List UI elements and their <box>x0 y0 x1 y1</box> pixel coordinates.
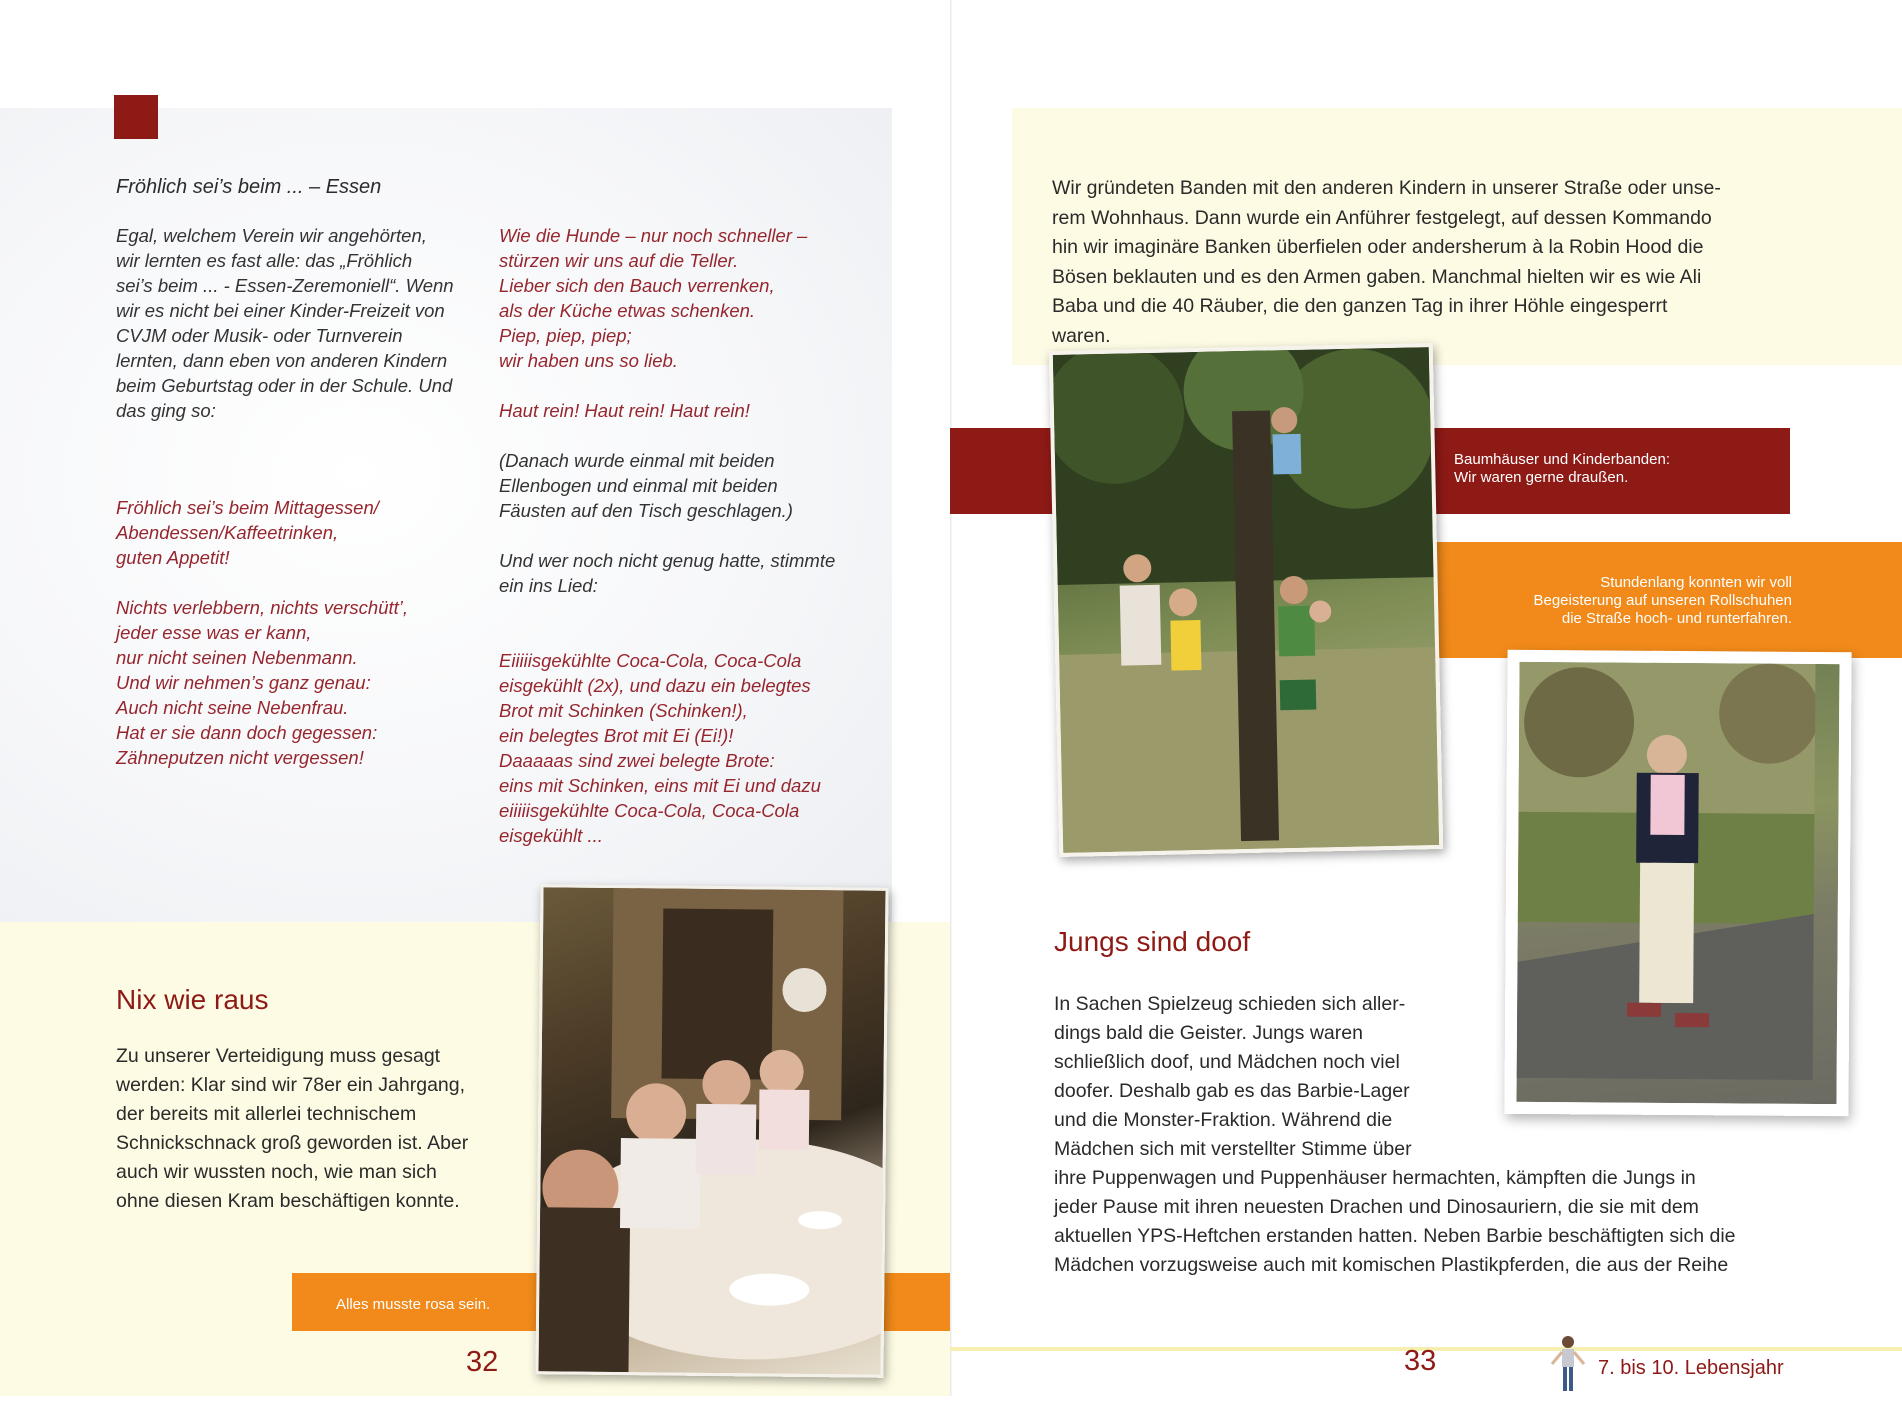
text-line: wir es nicht bei einer Kinder-Freizeit von <box>116 300 445 321</box>
girl-figure-icon <box>1548 1334 1588 1396</box>
verse-line: Abendessen/Kaffeetrinken, <box>116 522 339 543</box>
note-2 <box>499 548 869 598</box>
verse-line: Auch nicht seine Nebenfrau. <box>116 697 349 718</box>
verse-1 <box>116 495 486 570</box>
verse-line: als der Küche etwas schenken. <box>499 300 756 321</box>
bands-paragraph <box>1052 174 1792 351</box>
page-number-left: 32 <box>466 1346 499 1378</box>
verse-line: stürzen wir uns auf die Teller. <box>499 250 739 271</box>
text-line: beim Geburtstag oder in der Schule. Und <box>116 375 453 396</box>
verse-4: Haut rein! Haut rein! Haut rein! <box>499 400 750 421</box>
note-1 <box>499 448 869 523</box>
body-line: der bereits mit allerlei technischem <box>116 1103 417 1125</box>
verse-line: guten Appetit! <box>116 547 230 568</box>
text-line: Fäusten auf den Tisch geschlagen.) <box>499 500 793 521</box>
text-line: rem Wohnhaus. Dann wurde ein Anführer festgelegt, auf dessen Kommando <box>1052 206 1712 229</box>
text-line: Egal, welchem Verein wir angehörten, <box>116 225 427 246</box>
jungs-section-heading <box>1054 926 1250 958</box>
body-line: jeder Pause mit ihren neuesten Drachen und Dinosauriern, die sie mit dem <box>1054 1196 1699 1218</box>
body-line: und die Monster-Fraktion. Während die <box>1054 1109 1393 1131</box>
skate-photo-illustration <box>1517 662 1816 1080</box>
text-line: Baba und die 40 Räuber, die den ganzen Tag in ihrer Höhle eingesperrt <box>1052 295 1668 317</box>
tree-photo-illustration <box>1053 347 1439 853</box>
jungs-heading: Jungs sind doof <box>1054 926 1251 957</box>
caption-line: Wir waren gerne draußen. <box>1454 469 1629 486</box>
caption-line: Stundenlang konnten wir voll <box>1600 574 1792 591</box>
body-line: ihre Puppenwagen und Puppenhäuser hermachten, kämpften die Jungs in <box>1054 1167 1696 1189</box>
body-line: schließlich doof, und Mädchen noch viel <box>1054 1051 1400 1073</box>
caption-line: Baumhäuser und Kinderbanden: <box>1454 451 1670 468</box>
caption-line: die Straße hoch- und runterfahren. <box>1561 610 1792 627</box>
body-line: auch wir wussten noch, wie man sich <box>116 1161 437 1183</box>
verse-line: Wie die Hunde – nur noch schneller – <box>499 225 808 246</box>
text-line: waren. <box>1052 324 1111 347</box>
text-line: Ellenbogen und einmal mit beiden <box>499 475 778 496</box>
verse-line: Piep, piep, piep; <box>499 325 632 346</box>
birthday-photo-illustration <box>538 887 885 1375</box>
section-marker-square <box>114 95 158 139</box>
nix-heading: Nix wie raus <box>116 984 269 1015</box>
photo-caption-tree <box>1454 451 1670 487</box>
verse-line: jeder esse was er kann, <box>116 622 312 643</box>
verse-line: Lieber sich den Bauch verrenken, <box>499 275 775 296</box>
text-line: Wir gründeten Banden mit den anderen Kindern in unserer Straße oder unse- <box>1052 177 1721 199</box>
text-line: das ging so: <box>116 400 216 421</box>
body-line: dings bald die Geister. Jungs waren <box>1054 1022 1363 1044</box>
body-line: In Sachen Spielzeug schieden sich aller- <box>1054 993 1406 1015</box>
caption-line: Begeisterung auf unseren Rollschuhen <box>1533 592 1792 609</box>
song-column-1 <box>116 223 486 770</box>
text-line: Bösen beklauten und es den Armen gaben. Manchmal hielten wir es wie Ali <box>1052 265 1702 288</box>
song-column-2 <box>499 223 869 848</box>
text-line: (Danach wurde einmal mit beiden <box>499 450 775 471</box>
section-title: Fröhlich sei’s beim ... – Essen <box>116 176 382 198</box>
text-line: ein ins Lied: <box>499 575 598 596</box>
verse-line: ein belegtes Brot mit Ei (Ei!)! <box>499 725 734 746</box>
body-line: Mädchen vorzugsweise auch mit komischen Plastikpferden, die aus der Reihe <box>1054 1254 1729 1276</box>
verse-line: Nichts verlebbern, nichts verschütt’, <box>116 597 409 618</box>
text-line: lernten, dann eben von anderen Kindern <box>116 350 448 371</box>
verse-line: Brot mit Schinken (Schinken!), <box>499 700 748 721</box>
verse-line: Daaaaas sind zwei belegte Brote: <box>499 750 775 771</box>
body-line: werden: Klar sind wir 78er ein Jahrgang, <box>116 1074 466 1096</box>
text-line: CVJM oder Musik- oder Turnverein <box>116 325 403 346</box>
chapter-title: 7. bis 10. Lebensjahr <box>1598 1357 1784 1379</box>
photo-caption-skate <box>1440 574 1792 628</box>
verse-line: wir haben uns so lieb. <box>499 350 678 371</box>
tree-children-photo <box>1049 343 1444 857</box>
rollerskate-photo <box>1504 650 1851 1116</box>
verse-line: Hat er sie dann doch gegessen: <box>116 722 378 743</box>
text-line: sei’s beim ... - Essen-Zeremoniell“. Wenn <box>116 275 454 296</box>
jungs-paragraph-narrow <box>1054 990 1464 1164</box>
verse-line: Und wir nehmen’s ganz genau: <box>116 672 371 693</box>
body-line: Schnickschnack groß geworden ist. Aber <box>116 1132 469 1154</box>
text-line: wir lernten es fast alle: das „Fröhlich <box>116 250 413 271</box>
verse-line: Zähneputzen nicht vergessen! <box>116 747 364 768</box>
nix-wie-raus-section <box>116 984 468 1216</box>
verse-line: Fröhlich sei’s beim Mittagessen/ <box>116 497 379 518</box>
body-line: aktuellen YPS-Heftchen erstanden hatten. Neben Barbie beschäftigten sich die <box>1054 1225 1736 1247</box>
jungs-paragraph-wide <box>1054 1164 1814 1280</box>
verse-line: eisgekühlt (2x), und dazu ein belegtes <box>499 675 811 696</box>
intro-paragraph <box>116 223 486 423</box>
verse-line: nur nicht seinen Nebenmann. <box>116 647 358 668</box>
text-line: hin wir imaginäre Banken überfielen oder andersherum à la Robin Hood die <box>1052 236 1704 258</box>
page-number-right: 33 <box>1404 1345 1437 1377</box>
photo-caption-rosa: Alles musste rosa sein. <box>336 1296 491 1313</box>
book-gutter <box>950 0 952 1396</box>
verse-line: Eiiiiisgekühlte Coca-Cola, Coca-Cola <box>499 650 802 671</box>
body-line: ohne diesen Kram beschäftigen konnte. <box>116 1190 460 1212</box>
body-line: doofer. Deshalb gab es das Barbie-Lager <box>1054 1080 1410 1102</box>
text-line: Und wer noch nicht genug hatte, stimmte <box>499 550 836 571</box>
verse-5 <box>499 648 869 848</box>
verse-3 <box>499 223 869 373</box>
birthday-table-photo <box>535 884 888 1378</box>
verse-2 <box>116 595 486 770</box>
verse-line: eiiiiisgekühlte Coca-Cola, Coca-Cola <box>499 800 800 821</box>
verse-line: eins mit Schinken, eins mit Ei und dazu <box>499 775 821 796</box>
verse-line: eisgekühlt ... <box>499 825 603 846</box>
body-line: Zu unserer Verteidigung muss gesagt <box>116 1045 441 1067</box>
body-line: Mädchen sich mit verstellter Stimme über <box>1054 1138 1412 1160</box>
